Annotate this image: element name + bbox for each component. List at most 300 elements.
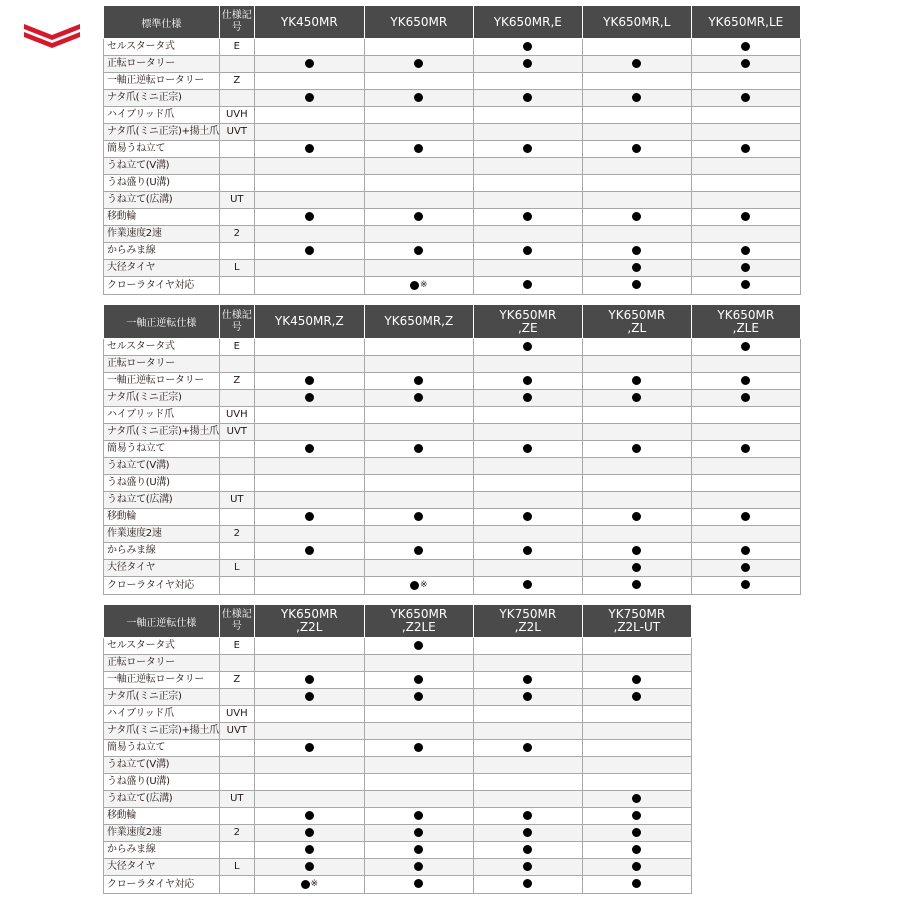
table-row [104,757,692,774]
filled-dot-icon [301,880,310,889]
filled-dot-icon [632,246,641,255]
spec-mark [364,791,473,808]
spec-mark [582,475,691,492]
spec-mark [364,876,473,894]
spec-code: UVT [219,424,254,441]
spec-mark [582,509,691,526]
spec-mark [364,475,473,492]
filled-dot-icon [414,743,423,752]
filled-dot-icon [305,743,314,752]
spec-code [219,757,254,774]
spec-mark [473,638,582,655]
spec-mark [364,458,473,475]
spec-mark [364,441,473,458]
spec-code [219,243,254,260]
filled-dot-icon [741,246,750,255]
spec-code [219,441,254,458]
filled-dot-icon [523,512,532,521]
spec-mark [364,543,473,560]
row-label: 作業速度2速 [104,226,220,243]
filled-dot-icon [305,393,314,402]
spec-mark [254,175,364,192]
filled-dot-icon [632,675,641,684]
spec-mark [254,107,364,124]
spec-mark [364,638,473,655]
table-row [104,175,801,192]
spec-mark [254,441,364,458]
model-header: YK650MR,E [473,6,582,39]
spec-mark [254,876,364,894]
row-label: うね盛り(U溝) [104,774,220,791]
row-label: ハイブリッド爪 [104,107,220,124]
filled-dot-icon [741,444,750,453]
row-label: セルスタータ式 [104,339,220,356]
model-header: YK650MR ,ZE [473,305,582,339]
spec-mark [254,577,364,595]
filled-dot-icon [632,512,641,521]
spec-mark [364,277,473,295]
spec-mark [364,859,473,876]
table-row [104,577,801,595]
model-header: YK450MR,Z [254,305,364,339]
spec-mark [473,577,582,595]
spec-mark [254,774,364,791]
spec-mark [582,577,691,595]
filled-dot-icon [741,563,750,572]
table-row [104,277,801,295]
model-header: YK750MR ,Z2L-UT [582,605,691,638]
filled-dot-icon [523,845,532,854]
spec-mark [691,158,800,175]
filled-dot-icon [741,376,750,385]
spec-mark [473,373,582,390]
spec-mark [691,543,800,560]
spec-mark [582,39,691,56]
row-label: からみま線 [104,543,220,560]
table-row [104,655,692,672]
spec-mark [691,175,800,192]
spec-mark [364,260,473,277]
filled-dot-icon [523,743,532,752]
spec-mark [582,689,691,706]
spec-mark [364,492,473,509]
spec-mark [364,757,473,774]
filled-dot-icon [523,692,532,701]
filled-dot-icon [523,444,532,453]
table-row [104,124,801,141]
spec-mark [691,475,800,492]
spec-mark [364,373,473,390]
spec-mark [473,655,582,672]
spec-mark [364,689,473,706]
spec-code: 2 [219,226,254,243]
spec-mark [691,90,800,107]
filled-dot-icon [523,546,532,555]
spec-mark [254,124,364,141]
spec-mark [254,158,364,175]
spec-mark [364,243,473,260]
spec-mark [582,277,691,295]
filled-dot-icon [523,144,532,153]
filled-dot-icon [414,879,423,888]
table-row [104,158,801,175]
model-header: YK650MR ,ZLE [691,305,800,339]
row-label: 一軸正逆転ロータリー [104,373,220,390]
spec-code [219,175,254,192]
spec-mark [473,808,582,825]
spec-code [219,808,254,825]
spec-mark [582,672,691,689]
model-header: YK650MR,Z [364,305,473,339]
spec-table-reversible-2speed [103,604,692,894]
spec-mark [473,706,582,723]
table-row [104,407,801,424]
filled-dot-icon [741,144,750,153]
spec-mark [473,175,582,192]
table-row [104,560,801,577]
spec-code: 2 [219,526,254,543]
spec-mark [254,141,364,158]
spec-mark [582,243,691,260]
spec-mark [582,373,691,390]
filled-dot-icon [414,828,423,837]
spec-mark [364,175,473,192]
spec-code: Z [219,73,254,90]
spec-mark [364,808,473,825]
filled-dot-icon [632,212,641,221]
filled-dot-icon [741,42,750,51]
spec-code [219,577,254,595]
filled-dot-icon [414,93,423,102]
spec-mark [473,73,582,90]
table-row [104,107,801,124]
filled-dot-icon [741,212,750,221]
table-row [104,260,801,277]
spec-mark [582,192,691,209]
spec-mark [473,791,582,808]
table-row [104,706,692,723]
row-label: うね立て(広溝) [104,492,220,509]
spec-mark [364,339,473,356]
table-row [104,509,801,526]
filled-dot-icon [414,144,423,153]
filled-dot-icon [741,512,750,521]
spec-mark [582,740,691,757]
spec-mark [582,825,691,842]
filled-dot-icon [523,246,532,255]
row-label: セルスタータ式 [104,638,220,655]
filled-dot-icon [305,546,314,555]
spec-code: UVH [219,407,254,424]
filled-dot-icon [414,641,423,650]
row-label: セルスタータ式 [104,39,220,56]
filled-dot-icon [741,546,750,555]
row-label: ハイブリッド爪 [104,706,220,723]
spec-code [219,390,254,407]
spec-mark [582,209,691,226]
filled-dot-icon [523,93,532,102]
table-header-name: 一軸正逆転仕様 [104,605,220,638]
spec-mark [582,706,691,723]
spec-mark [691,339,800,356]
spec-mark [473,209,582,226]
spec-mark [473,107,582,124]
row-label: クローラタイヤ対応 [104,577,220,595]
note-symbol: ※ [420,580,428,590]
row-label: 移動輪 [104,209,220,226]
spec-mark [582,876,691,894]
filled-dot-icon [523,342,532,351]
spec-mark [364,73,473,90]
spec-code: L [219,560,254,577]
spec-table-reversible [103,304,801,595]
spec-mark [364,842,473,859]
filled-dot-icon [523,879,532,888]
spec-mark [254,424,364,441]
filled-dot-icon [414,862,423,871]
spec-mark [473,560,582,577]
filled-dot-icon [632,546,641,555]
spec-mark [254,209,364,226]
spec-mark [473,509,582,526]
spec-mark [691,277,800,295]
row-label: ナタ爪(ミニ正宗) [104,90,220,107]
note-symbol: ※ [310,879,319,889]
row-label: 移動輪 [104,509,220,526]
filled-dot-icon [523,376,532,385]
row-label: 簡易うね立て [104,740,220,757]
spec-mark [254,277,364,295]
filled-dot-icon [523,280,532,289]
spec-mark [254,243,364,260]
spec-mark [473,842,582,859]
spec-mark [254,390,364,407]
spec-mark [254,73,364,90]
spec-mark [582,390,691,407]
spec-mark [364,192,473,209]
filled-dot-icon [523,59,532,68]
spec-mark [254,859,364,876]
filled-dot-icon [523,828,532,837]
table-row [104,492,801,509]
spec-code: L [219,260,254,277]
table-row [104,373,801,390]
row-label: うね立て(広溝) [104,791,220,808]
row-label: うね立て(V溝) [104,458,220,475]
spec-mark [254,560,364,577]
spec-mark [473,124,582,141]
row-label: ナタ爪(ミニ正宗)+揚土爪 [104,424,220,441]
filled-dot-icon [414,59,423,68]
spec-mark [364,56,473,73]
filled-dot-icon [632,845,641,854]
spec-mark [254,226,364,243]
row-label: からみま線 [104,243,220,260]
spec-mark [364,209,473,226]
filled-dot-icon [523,42,532,51]
filled-dot-icon [741,280,750,289]
table-row [104,723,692,740]
spec-mark [582,774,691,791]
spec-mark [364,407,473,424]
spec-mark [582,560,691,577]
table-row [104,339,801,356]
row-label: クローラタイヤ対応 [104,277,220,295]
table-row [104,90,801,107]
row-label: 作業速度2速 [104,526,220,543]
row-label: うね立て(広溝) [104,192,220,209]
spec-mark [254,655,364,672]
spec-code: UVT [219,124,254,141]
filled-dot-icon [305,144,314,153]
spec-code [219,90,254,107]
spec-mark [473,526,582,543]
filled-dot-icon [741,59,750,68]
spec-mark [691,441,800,458]
spec-mark [364,356,473,373]
spec-mark [473,825,582,842]
filled-dot-icon [305,376,314,385]
filled-dot-icon [632,93,641,102]
filled-dot-icon [632,280,641,289]
spec-mark [254,373,364,390]
spec-mark [254,526,364,543]
spec-mark [582,124,691,141]
spec-mark [364,424,473,441]
model-header: YK650MR ,ZL [582,305,691,339]
spec-mark [254,757,364,774]
spec-code [219,543,254,560]
spec-code [219,876,254,894]
spec-mark [473,339,582,356]
spec-code: E [219,339,254,356]
spec-mark [473,424,582,441]
spec-mark [364,226,473,243]
filled-dot-icon [414,845,423,854]
spec-mark [364,655,473,672]
spec-mark [254,458,364,475]
spec-mark [473,757,582,774]
filled-dot-icon [305,862,314,871]
spec-code: 2 [219,825,254,842]
spec-mark [691,192,800,209]
spec-mark [473,260,582,277]
row-label: うね盛り(U溝) [104,475,220,492]
spec-code [219,740,254,757]
table-row [104,808,692,825]
filled-dot-icon [305,675,314,684]
table-row [104,638,692,655]
table-row [104,39,801,56]
table-row [104,791,692,808]
spec-mark [582,638,691,655]
spec-mark [582,526,691,543]
spec-mark [254,339,364,356]
filled-dot-icon [305,828,314,837]
spec-code [219,56,254,73]
spec-mark [582,458,691,475]
model-header: YK750MR ,Z2L [473,605,582,638]
spec-mark [364,158,473,175]
spec-mark [582,808,691,825]
spec-mark [473,475,582,492]
spec-mark [473,39,582,56]
row-label: ナタ爪(ミニ正宗)+揚土爪 [104,723,220,740]
spec-code: UT [219,791,254,808]
spec-mark [473,226,582,243]
filled-dot-icon [632,144,641,153]
spec-code [219,209,254,226]
spec-code [219,774,254,791]
row-label: うね立て(V溝) [104,757,220,774]
spec-mark [582,441,691,458]
spec-code [219,689,254,706]
spec-mark [582,791,691,808]
spec-mark [364,124,473,141]
spec-code: UVH [219,706,254,723]
filled-dot-icon [632,376,641,385]
spec-mark [473,192,582,209]
spec-mark [473,740,582,757]
filled-dot-icon [305,246,314,255]
spec-mark [582,424,691,441]
filled-dot-icon [410,581,419,590]
filled-dot-icon [305,59,314,68]
row-label: 簡易うね立て [104,441,220,458]
filled-dot-icon [632,444,641,453]
spec-mark [691,260,800,277]
spec-mark [582,73,691,90]
filled-dot-icon [305,212,314,221]
spec-code: UVH [219,107,254,124]
filled-dot-icon [632,879,641,888]
spec-mark [364,723,473,740]
filled-dot-icon [305,512,314,521]
row-label: ナタ爪(ミニ正宗) [104,689,220,706]
spec-mark [582,90,691,107]
spec-mark [473,390,582,407]
table-row [104,672,692,689]
spec-mark [254,260,364,277]
row-label: うね盛り(U溝) [104,175,220,192]
table-row [104,226,801,243]
filled-dot-icon [632,811,641,820]
spec-mark [691,577,800,595]
filled-dot-icon [305,444,314,453]
filled-dot-icon [632,828,641,837]
filled-dot-icon [523,580,532,589]
spec-mark [582,655,691,672]
spec-mark [473,492,582,509]
row-label: クローラタイヤ対応 [104,876,220,894]
spec-code [219,458,254,475]
spec-mark [473,543,582,560]
filled-dot-icon [632,563,641,572]
filled-dot-icon [632,393,641,402]
spec-mark [473,441,582,458]
spec-mark [691,356,800,373]
spec-mark [473,458,582,475]
table-row [104,356,801,373]
spec-code: Z [219,672,254,689]
spec-mark [254,356,364,373]
filled-dot-icon [414,811,423,820]
spec-mark [473,277,582,295]
spec-code: E [219,638,254,655]
filled-dot-icon [523,811,532,820]
spec-mark [582,757,691,774]
filled-dot-icon [523,862,532,871]
